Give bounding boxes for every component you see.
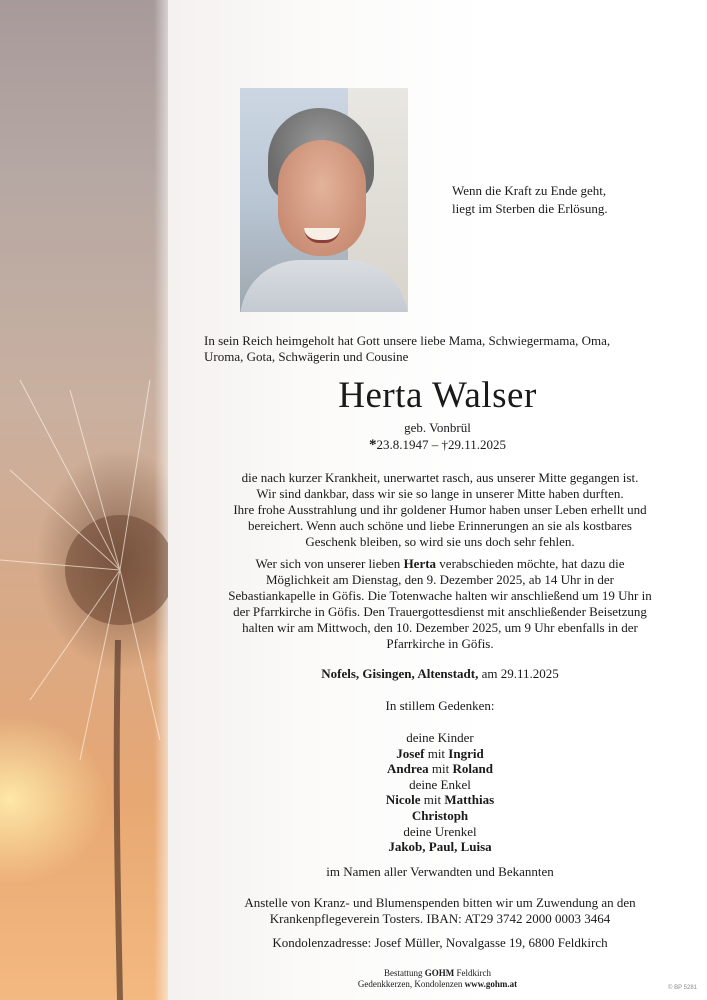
person-name: Andrea xyxy=(387,761,429,777)
portrait-photo xyxy=(240,88,408,312)
text: Bestattung xyxy=(384,968,425,978)
connector: mit xyxy=(420,792,445,808)
text: Wer sich von unserer lieben xyxy=(255,556,404,571)
life-dates xyxy=(168,436,707,454)
places: Nofels, Gisingen, Altenstadt, xyxy=(321,666,479,681)
undertaker-footer xyxy=(168,968,707,990)
deceased-first-name: Herta xyxy=(403,556,437,571)
intro-line: Uroma, Gota, Schwägerin und Cousine xyxy=(204,349,409,364)
person-name: Nicole xyxy=(385,792,421,808)
children-label: deine Kinder xyxy=(406,730,474,745)
paragraph-line: die nach kurzer Krankheit, unerwartet rasch, aus unserer Mitte gegangen ist. xyxy=(241,470,639,485)
relatives-line: im Namen aller Verwandten und Bekannten xyxy=(326,864,554,879)
undertaker-line xyxy=(168,979,707,990)
paragraph-line: Pfarrkirche in Göfis. xyxy=(386,636,494,651)
paragraph-line xyxy=(204,556,676,572)
family-entry xyxy=(204,746,676,762)
poem-line: liegt im Sterben die Erlösung. xyxy=(452,201,608,216)
paragraph-line: halten wir am Mittwoch, den 10. Dezember 2025, um 9 Uhr ebenfalls in der xyxy=(242,620,638,635)
family-list xyxy=(204,730,676,855)
text: verabschieden möchte, hat dazu die xyxy=(436,556,625,571)
donation-line: Krankenpflegeverein Tosters. IBAN: AT29 3742 2000 0003 3464 xyxy=(269,911,611,926)
undertaker-line xyxy=(168,968,707,979)
death-symbol: † xyxy=(441,437,448,452)
person-name: Ingrid xyxy=(448,745,484,761)
intro-line: In sein Reich heimgeholt hat Gott unsere liebe Mama, Schwiegermama, Oma, xyxy=(204,333,611,348)
family-entry: Christoph xyxy=(411,807,469,823)
intro-text xyxy=(204,333,664,365)
poem-line: Wenn die Kraft zu Ende geht, xyxy=(452,183,607,198)
paragraph-line: Ihre frohe Ausstrahlung und ihr goldener Humor haben unser Leben erhellt und xyxy=(233,502,647,517)
family-entry xyxy=(204,792,676,808)
deceased-name: Herta Walser xyxy=(338,375,537,416)
website-link[interactable]: www.gohm.at xyxy=(464,979,518,989)
death-date: 29.11.2025 xyxy=(447,437,507,452)
family-entry: Jakob, Paul, Luisa xyxy=(388,839,492,855)
birth-symbol: * xyxy=(368,437,377,453)
dandelion-photo-strip xyxy=(0,0,168,1000)
brand-name: GOHM xyxy=(424,968,455,978)
person-name: Roland xyxy=(452,761,493,777)
great-grandchildren-label: deine Urenkel xyxy=(403,823,477,839)
text: Feldkirch xyxy=(454,968,491,978)
person-name: Matthias xyxy=(444,792,495,808)
birth-date: 23.8.1947 xyxy=(376,437,429,452)
condolence-address: Kondolenzadresse: Josef Müller, Novalgasse 19, 6800 Feldkirch xyxy=(272,935,608,950)
text: Gedenkkerzen, Kondolenzen xyxy=(357,979,465,989)
family-entry xyxy=(204,761,676,777)
paragraph-line: bereichert. Wenn auch schöne und liebe Erinnerungen an sie als kostbares xyxy=(248,518,632,533)
poem xyxy=(452,182,672,218)
date: am 29.11.2025 xyxy=(478,666,559,681)
person-name: Josef xyxy=(396,745,425,761)
paragraph-line: Sebastiankapelle in Göfis. Die Totenwache halten wir anschließend um 19 Uhr in xyxy=(228,588,652,603)
date-separator: – xyxy=(428,437,442,452)
in-memory-heading: In stillem Gedenken: xyxy=(385,698,495,713)
grandchildren-label: deine Enkel xyxy=(409,776,471,792)
place-and-date xyxy=(204,666,676,682)
birth-name: geb. Vonbrül xyxy=(404,420,471,435)
connector: mit xyxy=(424,745,449,761)
paragraph-line: Wir sind dankbar, dass wir sie so lange in unserer Mitte haben durften. xyxy=(256,486,624,501)
donation-notice xyxy=(204,895,676,927)
connector: mit xyxy=(428,761,453,777)
funeral-details-paragraph xyxy=(204,556,676,652)
dandelion-icon xyxy=(0,0,168,1000)
donation-line: Anstelle von Kranz- und Blumenspenden bitten wir um Zuwendung an den xyxy=(244,895,636,910)
paragraph-line: der Pfarrkirche in Göfis. Den Trauergottesdienst mit anschließender Beisetzung xyxy=(233,604,647,619)
paragraph-line: Möglichkeit am Dienstag, den 9. Dezember 2025, ab 14 Uhr in der xyxy=(265,572,615,587)
obituary-paragraph xyxy=(204,470,676,550)
paragraph-line: Geschenk bleiben, so wird sie uns doch sehr fehlen. xyxy=(305,534,575,549)
document-code: © BP 5281 xyxy=(668,985,697,991)
